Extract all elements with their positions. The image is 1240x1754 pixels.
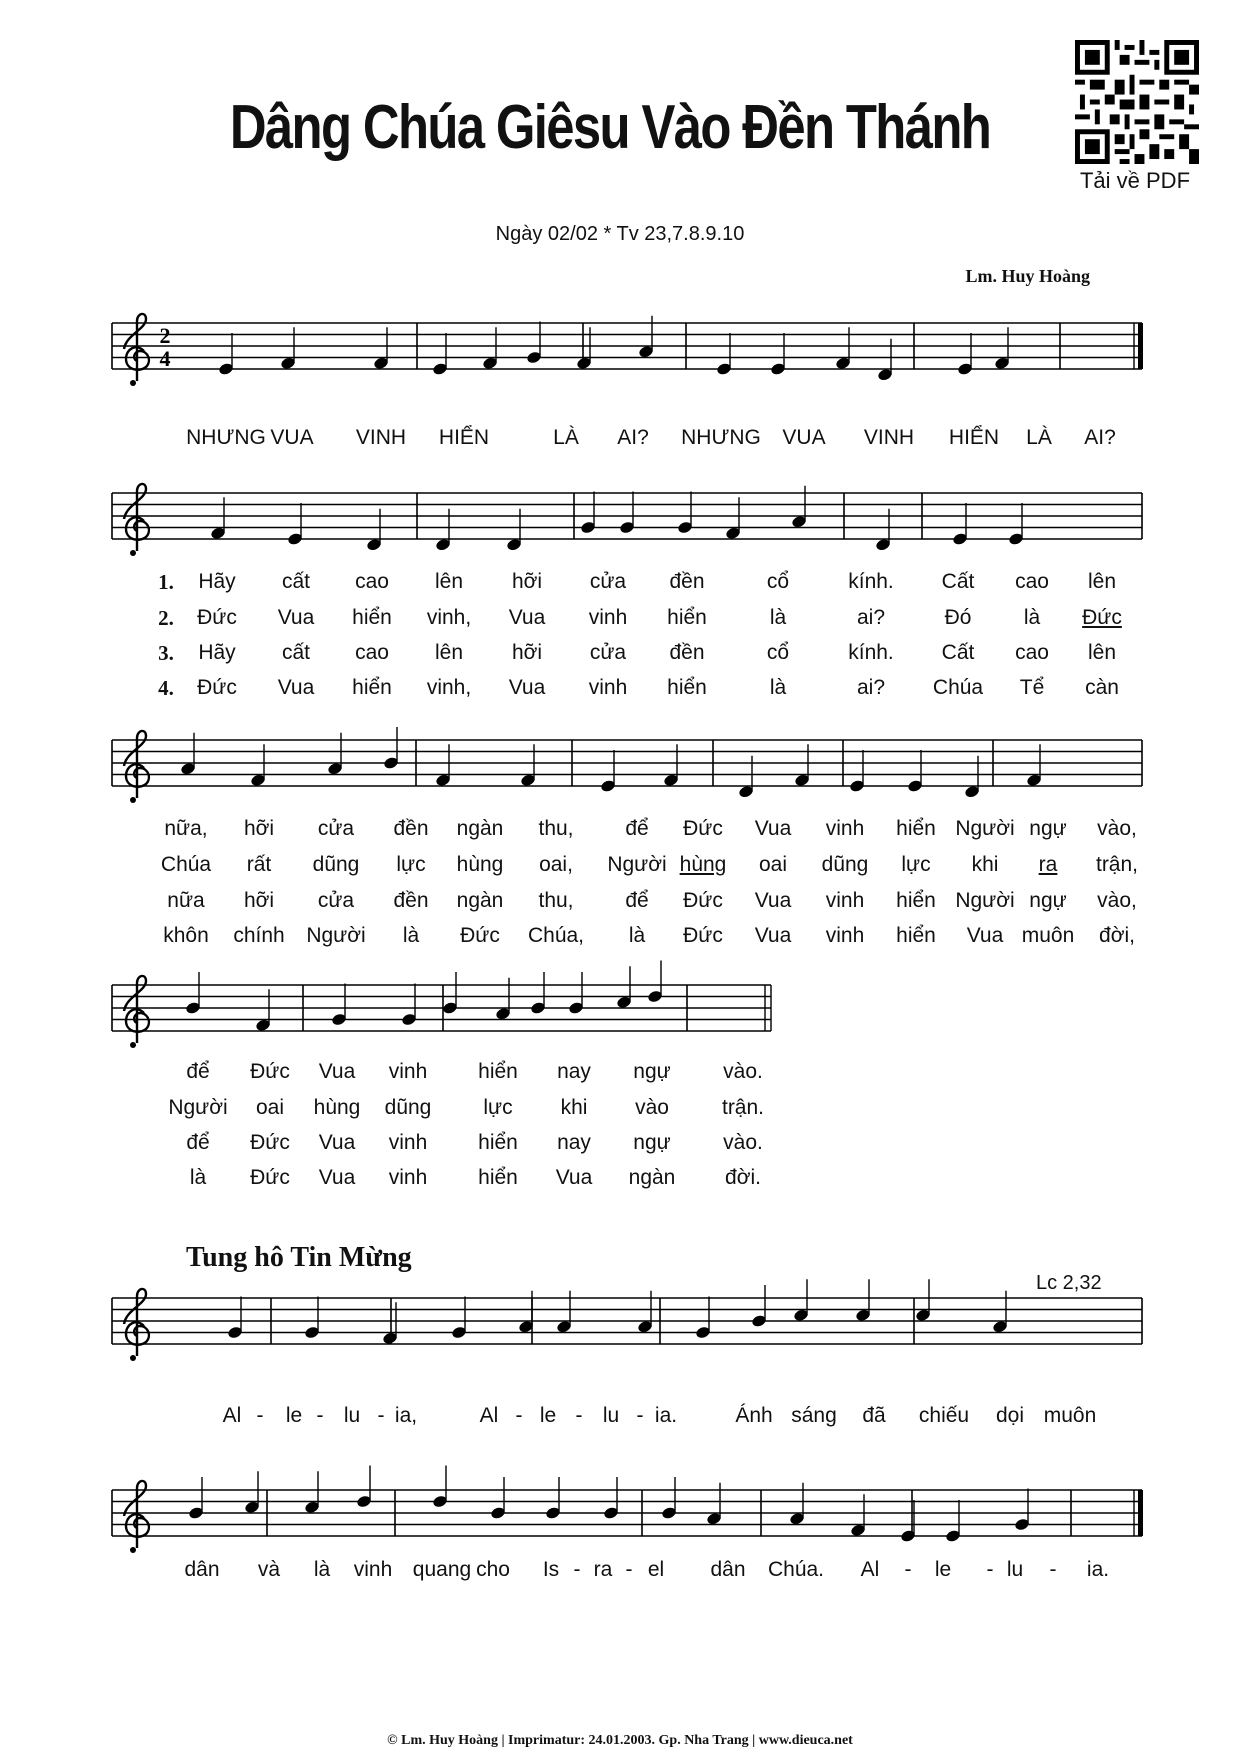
lyric-syllable: -	[316, 1404, 324, 1427]
lyric-syllable: vinh	[388, 1166, 428, 1189]
lyric-syllable: hiển	[478, 1060, 518, 1083]
lyric-syllable: vinh,	[426, 676, 472, 699]
lyric-syllable: Người	[955, 889, 1015, 912]
lyric-syllable: là	[402, 924, 420, 947]
lyric-syllable: HIỂN	[438, 426, 490, 449]
lyric-syllable: sáng	[791, 1404, 837, 1427]
footer-credits: © Lm. Huy Hoàng | Imprimatur: 24.01.2003. Gp. Nha Trang | www.dieuca.net	[387, 1733, 853, 1748]
lyric-syllable: Vua	[277, 676, 315, 699]
song-title: Dâng Chúa Giêsu Vào Đền Thánh	[229, 93, 991, 162]
lyric-syllable: -	[256, 1404, 264, 1427]
lyric-syllable: ia.	[1086, 1558, 1110, 1581]
lyric-syllable: kính.	[848, 570, 894, 593]
treble-clef-icon	[124, 1289, 149, 1361]
lyric-syllable: Vua	[277, 606, 315, 629]
lyric-syllable: VINH	[355, 426, 407, 449]
lyric-syllable: lu	[343, 1404, 361, 1427]
lyric-syllable: quang	[412, 1558, 472, 1581]
lyric-syllable: đền	[669, 641, 705, 664]
lyric-syllable: Người	[607, 853, 667, 876]
lyric-syllable: cổ	[766, 641, 790, 664]
lyric-syllable: hiển	[478, 1166, 518, 1189]
time-signature-top: 2	[159, 323, 171, 348]
subtitle: Ngày 02/02 * Tv 23,7.8.9.10	[495, 223, 745, 245]
lyric-syllable: là	[769, 606, 787, 629]
lyric-syllable: Vua	[754, 924, 792, 947]
lyric-syllable: rất	[246, 853, 272, 876]
lyric-syllable: hùng	[679, 853, 727, 876]
lyric-syllable: ngự	[1029, 817, 1067, 840]
lyric-syllable: vinh	[388, 1131, 428, 1154]
verse-number: 3.	[158, 641, 174, 665]
lyric-syllable: ngàn	[628, 1166, 676, 1189]
lyric-syllable: ngàn	[456, 817, 504, 840]
lyric-syllable: -	[1049, 1558, 1057, 1581]
lyric-syllable: vào.	[723, 1060, 763, 1083]
lyric-syllable: Đức	[683, 889, 723, 912]
lyric-syllable: Vua	[318, 1060, 356, 1083]
lyric-syllable: ngàn	[456, 889, 504, 912]
lyric-syllable: dân	[710, 1558, 746, 1581]
lyric-syllable: Cất	[941, 570, 975, 593]
lyric-syllable: và	[257, 1558, 281, 1581]
lyric-syllable: vinh	[388, 1060, 428, 1083]
lyric-syllable: nay	[557, 1131, 591, 1154]
lyric-syllable: -	[515, 1404, 523, 1427]
lyric-syllable: Cất	[941, 641, 975, 664]
lyric-syllable: thu,	[538, 889, 574, 912]
lyric-syllable: vinh	[825, 817, 865, 840]
lyric-syllable: AI?	[1084, 426, 1116, 449]
lyric-syllable: để	[625, 817, 649, 840]
lyric-syllable: Hãy	[198, 641, 236, 664]
lyric-syllable: cao	[1015, 641, 1049, 664]
lyric-syllable: cao	[355, 641, 389, 664]
lyric-syllable: le	[934, 1558, 952, 1581]
lyric-syllable: vào,	[1097, 889, 1137, 912]
lyric-syllable: chính	[233, 924, 285, 947]
lyric-syllable: Đó	[944, 606, 972, 629]
lyric-syllable: đã	[862, 1404, 886, 1427]
lyric-syllable: ngự	[1029, 889, 1067, 912]
lyric-syllable: cất	[281, 641, 311, 664]
lyric-syllable: nữa	[167, 889, 205, 912]
lyric-syllable: hỡi	[511, 570, 543, 593]
lyric-syllable: dũng	[821, 853, 869, 876]
lyric-syllable: Chúa	[932, 676, 984, 699]
lyric-syllable: Al	[479, 1404, 499, 1427]
lyric-syllable: Đức	[250, 1060, 290, 1083]
lyric-syllable: hùng	[313, 1096, 361, 1119]
lyric-syllable: hiển	[478, 1131, 518, 1154]
lyric-syllable: dũng	[384, 1096, 432, 1119]
lyric-syllable: dũng	[312, 853, 360, 876]
lyric-syllable: AI?	[617, 426, 649, 449]
lyric-syllable: VUA	[270, 426, 314, 449]
lyric-syllable: lu	[1006, 1558, 1024, 1581]
lyric-syllable: le	[539, 1404, 557, 1427]
lyric-syllable: để	[186, 1131, 210, 1154]
lyric-syllable: Hãy	[198, 570, 236, 593]
lyric-syllable: chiếu	[918, 1404, 970, 1427]
lyric-syllable: oai	[758, 853, 788, 876]
lyric-syllable: để	[625, 889, 649, 912]
treble-clef-icon	[124, 1481, 149, 1553]
lyric-syllable: hỡi	[243, 889, 275, 912]
lyric-syllable: hiển	[896, 924, 936, 947]
verse-number: 2.	[158, 606, 174, 630]
lyric-syllable: -	[904, 1558, 912, 1581]
lyric-syllable: VUA	[782, 426, 826, 449]
lyric-syllable: lên	[1087, 570, 1117, 593]
final-barline-thick	[1138, 1490, 1143, 1536]
time-signature-bottom: 4	[159, 346, 171, 371]
lyric-syllable: trận.	[721, 1096, 765, 1119]
lyric-syllable: vào,	[1097, 817, 1137, 840]
section-title: Tung hô Tin Mừng	[186, 1242, 412, 1273]
lyric-syllable: khôn	[163, 924, 209, 947]
lyric-syllable: ngự	[633, 1131, 671, 1154]
lyric-syllable: -	[986, 1558, 994, 1581]
download-pdf-link[interactable]: Tải về PDF	[1079, 168, 1191, 193]
lyric-syllable: trận,	[1095, 853, 1139, 876]
lyric-syllable: dân	[184, 1558, 220, 1581]
lyric-syllable: Vua	[318, 1166, 356, 1189]
lyric-syllable: đời,	[1099, 924, 1135, 947]
lyric-syllable: Tể	[1019, 676, 1045, 699]
lyric-syllable: Người	[168, 1096, 228, 1119]
lyric-syllable: Chúa	[160, 853, 212, 876]
treble-clef-icon	[124, 484, 149, 556]
lyric-syllable: vinh	[825, 924, 865, 947]
lyric-syllable: NHƯNG	[186, 426, 266, 449]
lyric-syllable: khi	[560, 1096, 588, 1119]
lyric-syllable: Al	[222, 1404, 242, 1427]
lyric-syllable: nữa,	[164, 817, 208, 840]
lyric-syllable: -	[636, 1404, 644, 1427]
lyric-syllable: lực	[396, 853, 426, 876]
lyric-syllable: Người	[306, 924, 366, 947]
verse-number: 4.	[158, 676, 174, 700]
lyric-syllable: -	[575, 1404, 583, 1427]
lyric-syllable: Vua	[318, 1131, 356, 1154]
lyric-syllable: Chúa,	[527, 924, 585, 947]
lyric-syllable: Vua	[555, 1166, 593, 1189]
lyric-syllable: Vua	[754, 817, 792, 840]
lyric-syllable: Đức	[460, 924, 500, 947]
lyric-syllable: là	[628, 924, 646, 947]
lyric-syllable: VINH	[863, 426, 915, 449]
lyric-syllable: thu,	[538, 817, 574, 840]
lyric-syllable: Người	[955, 817, 1015, 840]
lyric-syllable: lực	[901, 853, 931, 876]
lyric-syllable: Đức	[250, 1166, 290, 1189]
lyric-syllable: -	[377, 1404, 385, 1427]
lyric-syllable: vào.	[723, 1131, 763, 1154]
lyric-syllable: -	[625, 1558, 633, 1581]
lyric-syllable: cao	[355, 570, 389, 593]
lyric-syllable: hiển	[352, 606, 392, 629]
lyric-syllable: đền	[393, 889, 429, 912]
lyric-syllable: là	[189, 1166, 207, 1189]
lyric-syllable: Is	[542, 1558, 560, 1581]
lyric-syllable: hiển	[352, 676, 392, 699]
lyric-syllable: Đức	[683, 924, 723, 947]
treble-clef-icon	[124, 731, 149, 803]
lyric-syllable: ai?	[856, 606, 886, 629]
lyric-syllable: -	[573, 1558, 581, 1581]
lyric-syllable: càn	[1085, 676, 1119, 699]
lyric-syllable: cổ	[766, 570, 790, 593]
verse-number: 1.	[158, 570, 174, 594]
lyric-syllable: Vua	[754, 889, 792, 912]
lyric-syllable: Al	[860, 1558, 880, 1581]
final-barline-thick	[1138, 323, 1143, 369]
lyric-syllable: ra	[593, 1558, 613, 1581]
lyric-syllable: là	[1023, 606, 1041, 629]
lyric-syllable: vinh	[588, 606, 628, 629]
lyric-syllable: muôn	[1043, 1404, 1097, 1427]
lyric-syllable: vinh	[588, 676, 628, 699]
lyric-syllable: ngự	[633, 1060, 671, 1083]
lyric-syllable: đền	[669, 570, 705, 593]
lyric-syllable: Ánh	[735, 1404, 773, 1427]
lyric-syllable: oai,	[539, 853, 573, 876]
lyric-syllable: nay	[557, 1060, 591, 1083]
lyric-syllable: Đức	[250, 1131, 290, 1154]
lyric-syllable: kính.	[848, 641, 894, 664]
section-reference: Lc 2,32	[1036, 1272, 1102, 1294]
lyric-syllable: vào	[635, 1096, 669, 1119]
lyric-syllable: vinh	[825, 889, 865, 912]
lyric-syllable: Đức	[197, 606, 237, 629]
lyric-syllable: ia.	[654, 1404, 678, 1427]
lyric-syllable: đời.	[725, 1166, 761, 1189]
lyric-syllable: Đức	[1082, 606, 1122, 629]
lyric-syllable: đền	[393, 817, 429, 840]
lyric-syllable: muôn	[1021, 924, 1075, 947]
lyric-syllable: hiển	[667, 676, 707, 699]
lyric-syllable: el	[647, 1558, 665, 1581]
lyric-syllable: Đức	[197, 676, 237, 699]
lyric-syllable: ai?	[856, 676, 886, 699]
treble-clef-icon	[124, 976, 149, 1048]
lyric-syllable: dọi	[995, 1404, 1025, 1427]
lyric-syllable: hỡi	[243, 817, 275, 840]
lyric-syllable: Chúa.	[767, 1558, 825, 1581]
lyric-syllable: là	[769, 676, 787, 699]
lyric-syllable: là	[313, 1558, 331, 1581]
lyric-syllable: Vua	[508, 676, 546, 699]
lyric-syllable: hỡi	[511, 641, 543, 664]
lyric-syllable: để	[186, 1060, 210, 1083]
lyric-syllable: oai	[255, 1096, 285, 1119]
lyric-syllable: cửa	[317, 817, 355, 840]
lyric-syllable: lu	[602, 1404, 620, 1427]
lyric-syllable: NHƯNG	[681, 426, 761, 449]
lyric-syllable: hiển	[896, 889, 936, 912]
lyric-syllable: Vua	[966, 924, 1004, 947]
lyric-syllable: LÀ	[553, 426, 579, 449]
lyric-syllable: cho	[476, 1558, 510, 1581]
lyric-syllable: cất	[281, 570, 311, 593]
lyric-syllable: le	[285, 1404, 303, 1427]
lyric-syllable: ra	[1038, 853, 1058, 876]
lyric-syllable: cửa	[589, 570, 627, 593]
lyric-syllable: hiển	[896, 817, 936, 840]
lyric-syllable: lực	[483, 1096, 513, 1119]
lyric-syllable: cao	[1015, 570, 1049, 593]
lyric-syllable: Đức	[683, 817, 723, 840]
lyric-syllable: lên	[434, 570, 464, 593]
lyric-syllable: LÀ	[1026, 426, 1052, 449]
lyric-syllable: hiển	[667, 606, 707, 629]
lyric-syllable: ia,	[394, 1404, 418, 1427]
lyric-syllable: khi	[971, 853, 999, 876]
lyric-syllable: HIỂN	[948, 426, 1000, 449]
composer: Lm. Huy Hoàng	[965, 266, 1090, 286]
lyric-syllable: vinh,	[426, 606, 472, 629]
lyric-syllable: cửa	[317, 889, 355, 912]
lyric-syllable: lên	[434, 641, 464, 664]
treble-clef-icon	[124, 314, 149, 386]
lyric-syllable: vinh	[353, 1558, 393, 1581]
lyric-syllable: cửa	[589, 641, 627, 664]
lyric-syllable: lên	[1087, 641, 1117, 664]
lyric-syllable: Vua	[508, 606, 546, 629]
lyric-syllable: hùng	[456, 853, 504, 876]
